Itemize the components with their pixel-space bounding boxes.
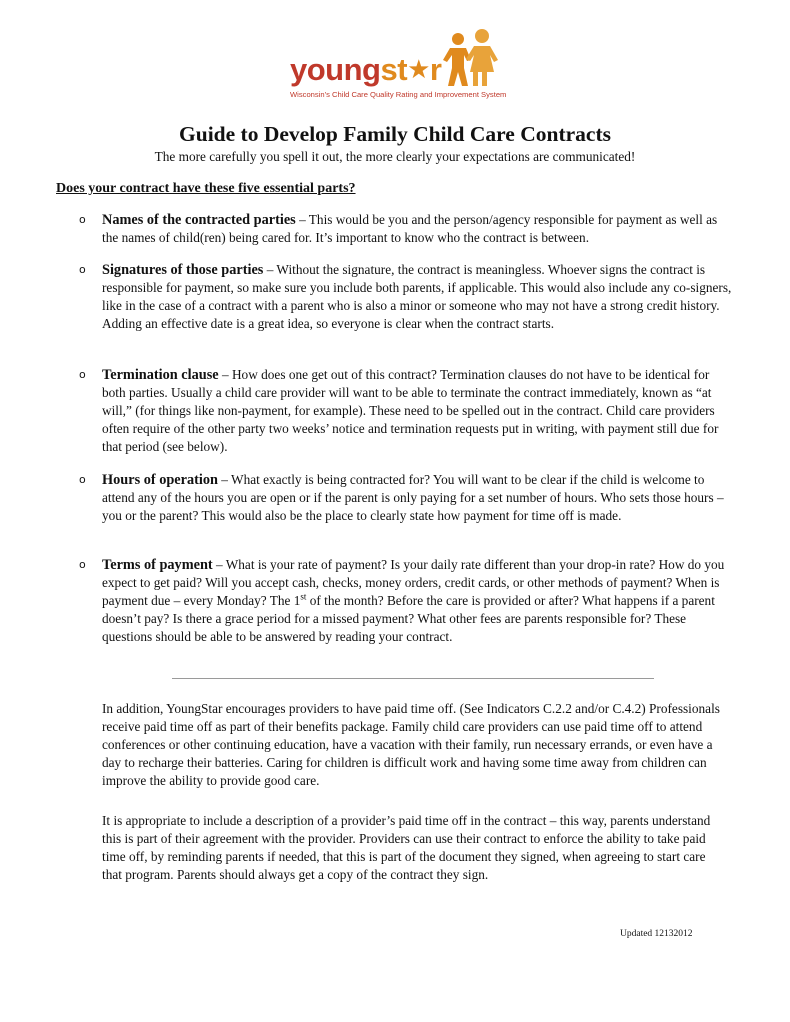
bullet-icon: o: [79, 213, 86, 226]
youngstar-logo: [290, 28, 505, 98]
list-item-text: – Without the signature, the contract is meaningless. Whoever signs the contract is responsible for payment, so make sure you include both parents, if applicable. This would also include any co-signers, like in the case of a contract with a parent who is also a minor or someone who may not have a strong credit history. Adding an effective date is a great idea, so everyone is clear when the contract starts.: [102, 262, 732, 331]
list-item-text: – What exactly is being contracted for? You will want to be clear if the child is welcome to attend any of the hours you are open or if the parent is only paying for a set number of hours. Who sets those hours – you or the parent? This would also be the place to clearly state how payment for time off is made.: [102, 472, 724, 523]
list-item-hours: [102, 471, 732, 525]
list-item-term: Terms of payment: [102, 557, 213, 573]
list-item-signatures: [102, 261, 732, 333]
logo-wordmark: [290, 54, 441, 85]
logo-word-st: st: [380, 52, 408, 87]
star-icon: ★: [407, 54, 430, 84]
list-item-term: Signatures of those parties: [102, 262, 264, 278]
section-question: Does your contract have these five essential parts?: [56, 181, 356, 196]
logo-word-r: r: [429, 52, 442, 87]
list-item-payment: [102, 556, 732, 646]
bullet-icon: o: [79, 263, 86, 276]
bullet-icon: o: [79, 473, 86, 486]
logo-tagline: Wisconsin’s Child Care Quality Rating and Improvement System: [290, 90, 507, 99]
logo-word-young: young: [290, 52, 381, 87]
children-figures-icon: [440, 28, 502, 88]
list-item-names: [102, 211, 732, 247]
page-subtitle: The more carefully you spell it out, the more clearly your expectations are communicated!: [154, 149, 636, 164]
list-item-superscript: st: [300, 591, 307, 602]
bullet-icon: o: [79, 558, 86, 571]
contract-description-paragraph: It is appropriate to include a description of a provider’s paid time off in the contract – this way, parents understand this is part of their agreement with the provider. Providers can use their contract to enforce the ability to take paid time off, by reminding parents if needed, that this is part of the document they signed, when agreeing to start care that program. Parents should always get a copy of the contract they sign.: [102, 813, 711, 882]
updated-date: Updated 12132012: [620, 929, 693, 939]
list-item-term: Hours of operation: [102, 472, 218, 488]
paid-time-off-paragraph: In addition, YoungStar encourages providers to have paid time off. (See Indicators C.2.2 and/or C.4.2) Professionals receive paid time off as part of their benefits package. Family child care providers can use paid time off to attend conferences or other continuing education, have a vacation with their family, run necessary errands, or even have a day to recharge their batteries. Caring for children is difficult work and having some time away from children can improve the ability to provide good care.: [102, 701, 720, 788]
list-item-text: – What is your rate of payment? Is your daily rate different than your drop-in rate? How do you expect to get paid? Will you accept cash, checks, money orders, credit cards, or other methods of payment? When is payment due – every Monday? The 1: [102, 557, 725, 608]
list-item-text: – How does one get out of this contract? Termination clauses do not have to be identical for both parties. Usually a child care provider will want to be able to terminate the contract immediately, known as “at will,” (for things like non-payment, for example). These need to be spelled out in the contract. Child care providers often require of the other party two weeks’ notice and termination requests put in writing, with payment still due for that period (see below).: [102, 367, 719, 454]
list-item-text: – This would be you and the person/agency responsible for payment as well as the names of child(ren) being cared for. It’s important to know who the contract is between.: [102, 212, 718, 245]
section-divider: [172, 678, 654, 679]
list-item-termination: [102, 366, 732, 456]
list-item-text-after: of the month? Before the care is provided or after? What happens if a parent doesn’t pay? Is there a grace period for a missed payment? What other fees are parents responsible for? These questions should be able to be answered by reading your contract.: [102, 593, 715, 644]
bullet-icon: o: [79, 368, 86, 381]
list-item-term: Names of the contracted parties: [102, 212, 296, 228]
page-title: Guide to Develop Family Child Care Contracts: [179, 122, 611, 146]
list-item-term: Termination clause: [102, 367, 219, 383]
